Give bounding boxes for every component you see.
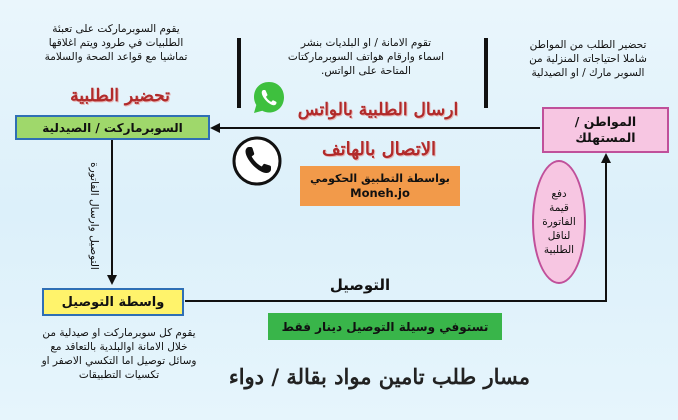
footer-title: مسار طلب تامين مواد بقالة / دواء	[228, 364, 530, 389]
delivery-fee-box	[268, 313, 502, 340]
citizen-prep-text: تحضير الطلب من المواطن شاملا احتياجاته المنزلية من السوبر مارك / او الصيدلية	[529, 39, 647, 79]
pay-invoice-ellipse	[532, 160, 586, 284]
delivery-desc-text: يقوم كل سوبرماركت او صيدلية من خلال الامانة اوالبلدية بالتعاقد مع وسائل توصيل اما التكسي الاصفر او تكسيات التطبيقات	[41, 327, 197, 381]
delivery-fee-label: تستوفي وسيلة التوصيل دينار فقط	[281, 319, 489, 334]
delivery-label: التوصيل	[329, 276, 391, 294]
pay-invoice-label: دفع قيمة الفاتورة لناقل الطلبية	[542, 188, 576, 256]
phone-icon	[231, 135, 283, 187]
delivery-means-label: واسطة التوصيل	[61, 294, 165, 310]
municipality-desc-text: تقوم الامانة / او البلديات بنشر اسماء وارقام هواتف السوبرماركتات المتاحة على الواتس.	[287, 37, 445, 77]
supermarket-desc-text: يقوم السوبرماركت على تعبئة الطلبيات في طرود ويتم اغلاقها تماشيا مع قواعد الصحة والسلامة	[44, 23, 188, 63]
government-app-line1: بواسطة التطبيق الحكومي	[310, 172, 450, 185]
prepare-order-title: تحضير الطلبية	[70, 86, 170, 106]
government-app-box	[300, 166, 460, 206]
government-app-line2: Moneh.jo	[350, 186, 410, 200]
call-phone-title: الاتصال بالهاتف	[321, 139, 437, 160]
delivery-invoice-vertical-text: التوصيل وارسال الفاتورة	[88, 162, 100, 270]
citizen-consumer-label: المواطن / المستهلك	[574, 114, 637, 145]
supermarket-pharmacy-box	[15, 115, 210, 140]
separator-bar-2	[484, 38, 488, 108]
citizen-consumer-box	[542, 107, 669, 153]
separator-bar-1	[237, 38, 241, 108]
send-whatsapp-title: ارسال الطلبية بالواتس	[297, 100, 459, 120]
whatsapp-icon	[250, 79, 288, 117]
delivery-means-box	[42, 288, 184, 316]
supermarket-pharmacy-label: السوبرماركت / الصيدلية	[42, 120, 183, 135]
